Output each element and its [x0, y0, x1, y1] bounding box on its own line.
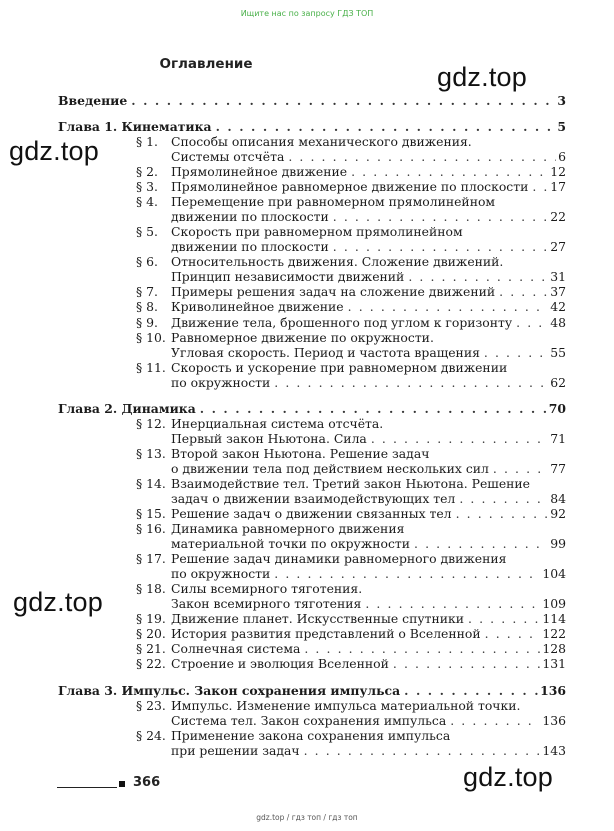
toc-page-number: 17: [550, 179, 566, 194]
toc-title: Решение задач динамики равномерного движения: [171, 551, 507, 566]
toc-page-number: 62: [550, 375, 566, 390]
toc-title: Скорость при равномерном прямолинейном: [171, 224, 463, 239]
toc-row[interactable]: [0, 269, 614, 284]
toc-row[interactable]: [0, 119, 614, 134]
watermark: gdz.top: [437, 62, 527, 92]
toc-row[interactable]: [0, 641, 614, 656]
toc-title: материальной точки по окружности: [171, 536, 411, 551]
toc-page-number: 22: [550, 209, 566, 224]
toc-section-number: § 13.: [136, 446, 166, 461]
toc-section-number: § 15.: [136, 506, 166, 521]
toc-section-number: § 8.: [136, 299, 158, 314]
toc-title: Импульс. Изменение импульса материальной точки.: [171, 698, 521, 713]
toc-page-number: 128: [542, 641, 566, 656]
toc-section-number: § 12.: [136, 416, 166, 431]
toc-section-number: § 1.: [136, 134, 158, 149]
toc-page-number: 136: [542, 713, 566, 728]
footer-rule: [57, 787, 117, 788]
source-banner-link[interactable]: Ищите нас по запросу ГДЗ ТОП: [240, 9, 374, 18]
toc-section-number: § 23.: [136, 698, 166, 713]
toc-row[interactable]: [0, 551, 614, 566]
toc-title: Движение тела, брошенного под углом к горизонту: [171, 315, 513, 330]
toc-row[interactable]: [0, 345, 614, 360]
toc-title: Второй закон Ньютона. Решение задач: [171, 446, 430, 461]
toc-row[interactable]: [0, 698, 614, 713]
toc-row[interactable]: [0, 476, 614, 491]
toc-title: Угловая скорость. Период и частота вращения: [171, 345, 480, 360]
toc-row[interactable]: [0, 521, 614, 536]
toc-page-number: 131: [542, 656, 566, 671]
toc-page-number: 104: [542, 566, 566, 581]
toc-row[interactable]: [0, 446, 614, 461]
toc-title: Динамика равномерного движения: [171, 521, 405, 536]
toc-row[interactable]: [0, 239, 614, 254]
toc-page-number: 12: [550, 164, 566, 179]
toc-section-number: § 4.: [136, 194, 158, 209]
toc-row[interactable]: [0, 536, 614, 551]
toc-row[interactable]: [0, 134, 614, 149]
toc-title: Введение: [58, 93, 128, 108]
toc-section-number: § 6.: [136, 254, 158, 269]
toc-row[interactable]: [0, 284, 614, 299]
toc-row[interactable]: [0, 375, 614, 390]
toc-row[interactable]: [0, 491, 614, 506]
toc-row[interactable]: [0, 596, 614, 611]
toc-page-number: 122: [542, 626, 566, 641]
toc-title: движении по плоскости: [171, 239, 329, 254]
toc-row[interactable]: [0, 330, 614, 345]
toc-title: Взаимодействие тел. Третий закон Ньютона. Решение: [171, 476, 530, 491]
toc-title: по окружности: [171, 566, 271, 581]
toc-page-number: 3: [557, 93, 566, 108]
toc-title: Относительность движения. Сложение движений.: [171, 254, 504, 269]
toc-title: Солнечная система: [171, 641, 301, 656]
toc-section-number: § 7.: [136, 284, 158, 299]
toc-title: Глава 2. Динамика: [58, 401, 196, 416]
watermark: gdz.top: [13, 587, 103, 617]
toc-title: при решении задач: [171, 743, 300, 758]
toc-row[interactable]: [0, 401, 614, 416]
toc-row[interactable]: [0, 164, 614, 179]
toc-title: Равномерное движение по окружности.: [171, 330, 434, 345]
toc-section-number: § 11.: [136, 360, 166, 375]
toc-row[interactable]: [0, 360, 614, 375]
toc-title: Примеры решения задач на сложение движений: [171, 284, 496, 299]
toc-title: Прямолинейное движение: [171, 164, 348, 179]
toc-page-number: 42: [550, 299, 566, 314]
toc-page-number: 31: [550, 269, 566, 284]
toc-section-number: § 21.: [136, 641, 166, 656]
toc-title: Движение планет. Искусственные спутники: [171, 611, 465, 626]
toc-page-number: 27: [550, 239, 566, 254]
toc-title: движении по плоскости: [171, 209, 329, 224]
toc-title: Силы всемирного тяготения.: [171, 581, 363, 596]
toc-row[interactable]: [0, 315, 614, 330]
toc-page-number: 5: [557, 119, 566, 134]
toc-page-number: 77: [550, 461, 566, 476]
toc-title: Перемещение при равномерном прямолинейном: [171, 194, 496, 209]
toc-title: Глава 1. Кинематика: [58, 119, 212, 134]
footer-link[interactable]: gdz.top / гдз топ / гдз топ: [256, 813, 358, 822]
toc-row[interactable]: [0, 299, 614, 314]
toc-row[interactable]: [0, 743, 614, 758]
toc-title: Принцип независимости движений: [171, 269, 405, 284]
toc-page-number: 92: [550, 506, 566, 521]
toc-page-number: 109: [542, 596, 566, 611]
toc-row[interactable]: [0, 209, 614, 224]
toc-section-number: § 5.: [136, 224, 158, 239]
footer-bullet: [119, 781, 125, 787]
toc-page-number: 136: [540, 683, 566, 698]
toc-row[interactable]: [0, 581, 614, 596]
toc-row[interactable]: [0, 626, 614, 641]
toc-title: Способы описания механического движения.: [171, 134, 472, 149]
toc-page-number: 84: [550, 491, 566, 506]
toc-row[interactable]: [0, 254, 614, 269]
toc-section-number: § 17.: [136, 551, 166, 566]
toc-section-number: § 22.: [136, 656, 166, 671]
toc-page-number: 48: [550, 315, 566, 330]
toc-row[interactable]: [0, 566, 614, 581]
toc-row[interactable]: [0, 728, 614, 743]
toc-row[interactable]: [0, 416, 614, 431]
toc-title: Закон всемирного тяготения: [171, 596, 362, 611]
watermark: gdz.top: [9, 136, 99, 166]
toc-title: Первый закон Ньютона. Сила: [171, 431, 367, 446]
toc-section-number: § 19.: [136, 611, 166, 626]
toc-row[interactable]: [0, 149, 614, 164]
toc-row[interactable]: [0, 93, 614, 108]
toc-page-number: 99: [550, 536, 566, 551]
toc-title: по окружности: [171, 375, 271, 390]
toc-section-number: § 24.: [136, 728, 166, 743]
toc-row[interactable]: [0, 611, 614, 626]
toc-title: Криволинейное движение: [171, 299, 344, 314]
toc-section-number: § 20.: [136, 626, 166, 641]
toc-row[interactable]: [0, 713, 614, 728]
toc-title: Инерциальная система отсчёта.: [171, 416, 384, 431]
toc-title: Применение закона сохранения импульса: [171, 728, 451, 743]
toc-page-number: 6: [558, 149, 566, 164]
toc-page-number: 37: [550, 284, 566, 299]
toc-title: Прямолинейное равномерное движение по плоскости: [171, 179, 529, 194]
toc-row[interactable]: [0, 683, 614, 698]
toc-section-number: § 14.: [136, 476, 166, 491]
toc-title: Строение и эволюция Вселенной: [171, 656, 389, 671]
toc-section-number: § 9.: [136, 315, 158, 330]
toc-section-number: § 3.: [136, 179, 158, 194]
toc-title: Система тел. Закон сохранения импульса: [171, 713, 447, 728]
toc-title: Решение задач о движении связанных тел: [171, 506, 452, 521]
toc-page-number: 55: [550, 345, 566, 360]
toc-row[interactable]: [0, 431, 614, 446]
toc-section-number: § 18.: [136, 581, 166, 596]
toc-title: Системы отсчёта: [171, 149, 285, 164]
toc-page-number: 70: [548, 401, 566, 416]
page-number: 366: [133, 775, 161, 790]
toc-page-number: 71: [550, 431, 566, 446]
toc-section-number: § 16.: [136, 521, 166, 536]
toc-title: задач о движении взаимодействующих тел: [171, 491, 456, 506]
toc-row[interactable]: [0, 656, 614, 671]
toc-title: Глава 3. Импульс. Закон сохранения импульса: [58, 683, 401, 698]
toc-page-number: 143: [542, 743, 566, 758]
toc-section-number: § 10.: [136, 330, 166, 345]
toc-row[interactable]: [0, 461, 614, 476]
watermark: gdz.top: [463, 762, 553, 792]
toc-title: История развития представлений о Вселенной: [171, 626, 481, 641]
toc-title: о движении тела под действием нескольких сил: [171, 461, 489, 476]
toc-section-number: § 2.: [136, 164, 158, 179]
toc-title: Скорость и ускорение при равномерном движении: [171, 360, 508, 375]
page-title: Оглавление: [159, 56, 253, 72]
toc-row[interactable]: [0, 506, 614, 521]
toc-page-number: 114: [542, 611, 566, 626]
toc-row[interactable]: [0, 179, 614, 194]
toc-row[interactable]: [0, 194, 614, 209]
toc-row[interactable]: [0, 224, 614, 239]
